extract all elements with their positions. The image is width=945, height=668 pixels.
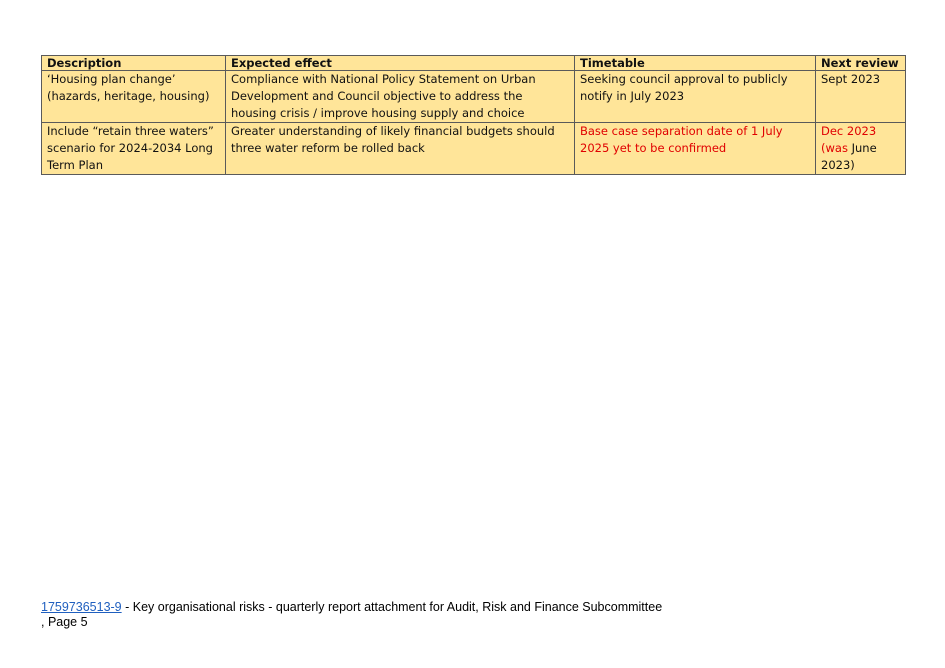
next-review-previous-date: June 2023) <box>821 141 877 172</box>
document-id-link[interactable]: 1759736513-9 <box>41 600 122 614</box>
cell-next-review <box>816 123 906 175</box>
table-row <box>42 71 906 123</box>
cell-description: ‘Housing plan change’ (hazards, heritage, housing) <box>42 71 226 123</box>
header-expected-effect: Expected effect <box>226 56 575 71</box>
table-row <box>42 123 906 175</box>
cell-timetable: Seeking council approval to publicly notify in July 2023 <box>575 71 816 123</box>
risk-table <box>41 55 906 175</box>
page-number: , Page 5 <box>41 615 88 629</box>
header-description: Description <box>42 56 226 71</box>
cell-expected-effect: Greater understanding of likely financial budgets should three water reform be rolled back <box>226 123 575 175</box>
next-review-was-prefix: (was <box>821 141 848 155</box>
cell-timetable: Base case separation date of 1 July 2025 yet to be confirmed <box>575 123 816 175</box>
table-header-row <box>42 56 906 71</box>
cell-expected-effect: Compliance with National Policy Statement on Urban Development and Council objective to address the housing crisis / improve housing supply and choice <box>226 71 575 123</box>
header-timetable: Timetable <box>575 56 816 71</box>
header-next-review: Next review <box>816 56 906 71</box>
footer-title: - Key organisational risks - quarterly report attachment for Audit, Risk and Finance Subcommittee <box>121 600 663 614</box>
cell-description: Include “retain three waters” scenario for 2024-2034 Long Term Plan <box>42 123 226 175</box>
next-review-new-date: Dec 2023 <box>821 124 877 138</box>
page-footer <box>41 600 662 630</box>
cell-next-review: Sept 2023 <box>816 71 906 123</box>
